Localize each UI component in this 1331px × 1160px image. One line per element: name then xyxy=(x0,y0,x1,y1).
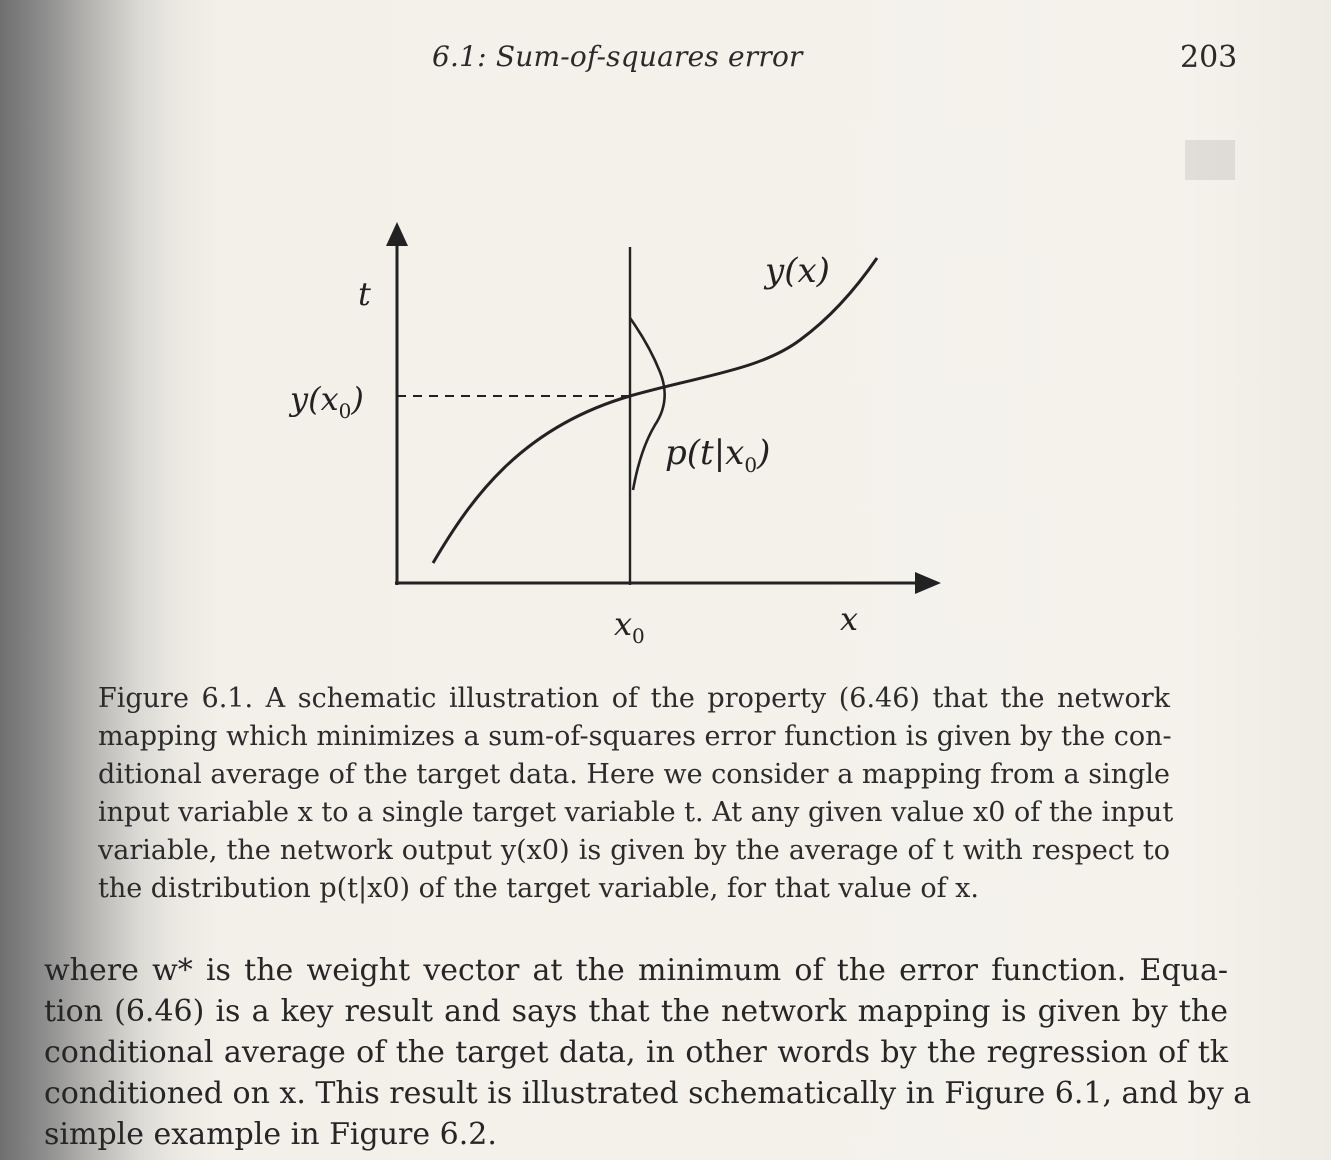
body-line: simple example in Figure 6.2. xyxy=(44,1117,497,1152)
body-line: tion (6.46) is a key result and says that the network mapping is given by the xyxy=(44,994,1228,1029)
caption-line: input variable x to a single target variable t. At any given value x0 of the input xyxy=(98,797,1174,828)
y-x0-tick-label: $y(x_0)$ xyxy=(290,380,364,423)
mapping-curve-label: y(x) xyxy=(765,251,830,291)
mapping-curve xyxy=(433,258,877,563)
body-line: conditioned on x. This result is illustrated schematically in Figure 6.1, and by a xyxy=(44,1076,1252,1111)
body-line: where w* is the weight vector at the minimum of the error function. Equa- xyxy=(44,953,1228,988)
caption-line: variable, the network output y(x0) is given by the average of t with respect to xyxy=(98,835,1170,866)
x-axis-label: x xyxy=(840,600,859,638)
conditional-density-label: $p(t|x_0)$ xyxy=(665,433,771,477)
caption-line: Figure 6.1. A schematic illustration of the property (6.46) that the network xyxy=(98,683,1170,714)
t-axis-label: t xyxy=(358,275,371,313)
caption-line: ditional average of the target data. Here we consider a mapping from a single xyxy=(98,759,1170,790)
figure-caption xyxy=(98,680,1174,908)
caption-line: mapping which minimizes a sum-of-squares error function is given by the con- xyxy=(98,721,1172,752)
body-line: conditional average of the target data, in other words by the regression of tk xyxy=(44,1035,1228,1070)
t-axis-arrowhead xyxy=(386,222,408,246)
x0-tick-label: $x_0$ xyxy=(614,605,645,648)
running-header-title: 6.1: Sum-of-squares error xyxy=(432,40,803,73)
body-paragraph xyxy=(44,950,1252,1155)
conditional-density-curve xyxy=(630,318,665,490)
caption-line: the distribution p(t|x0) of the target variable, for that value of x. xyxy=(98,873,979,904)
x-axis-arrowhead xyxy=(915,572,941,594)
page-number: 203 xyxy=(1180,40,1238,75)
